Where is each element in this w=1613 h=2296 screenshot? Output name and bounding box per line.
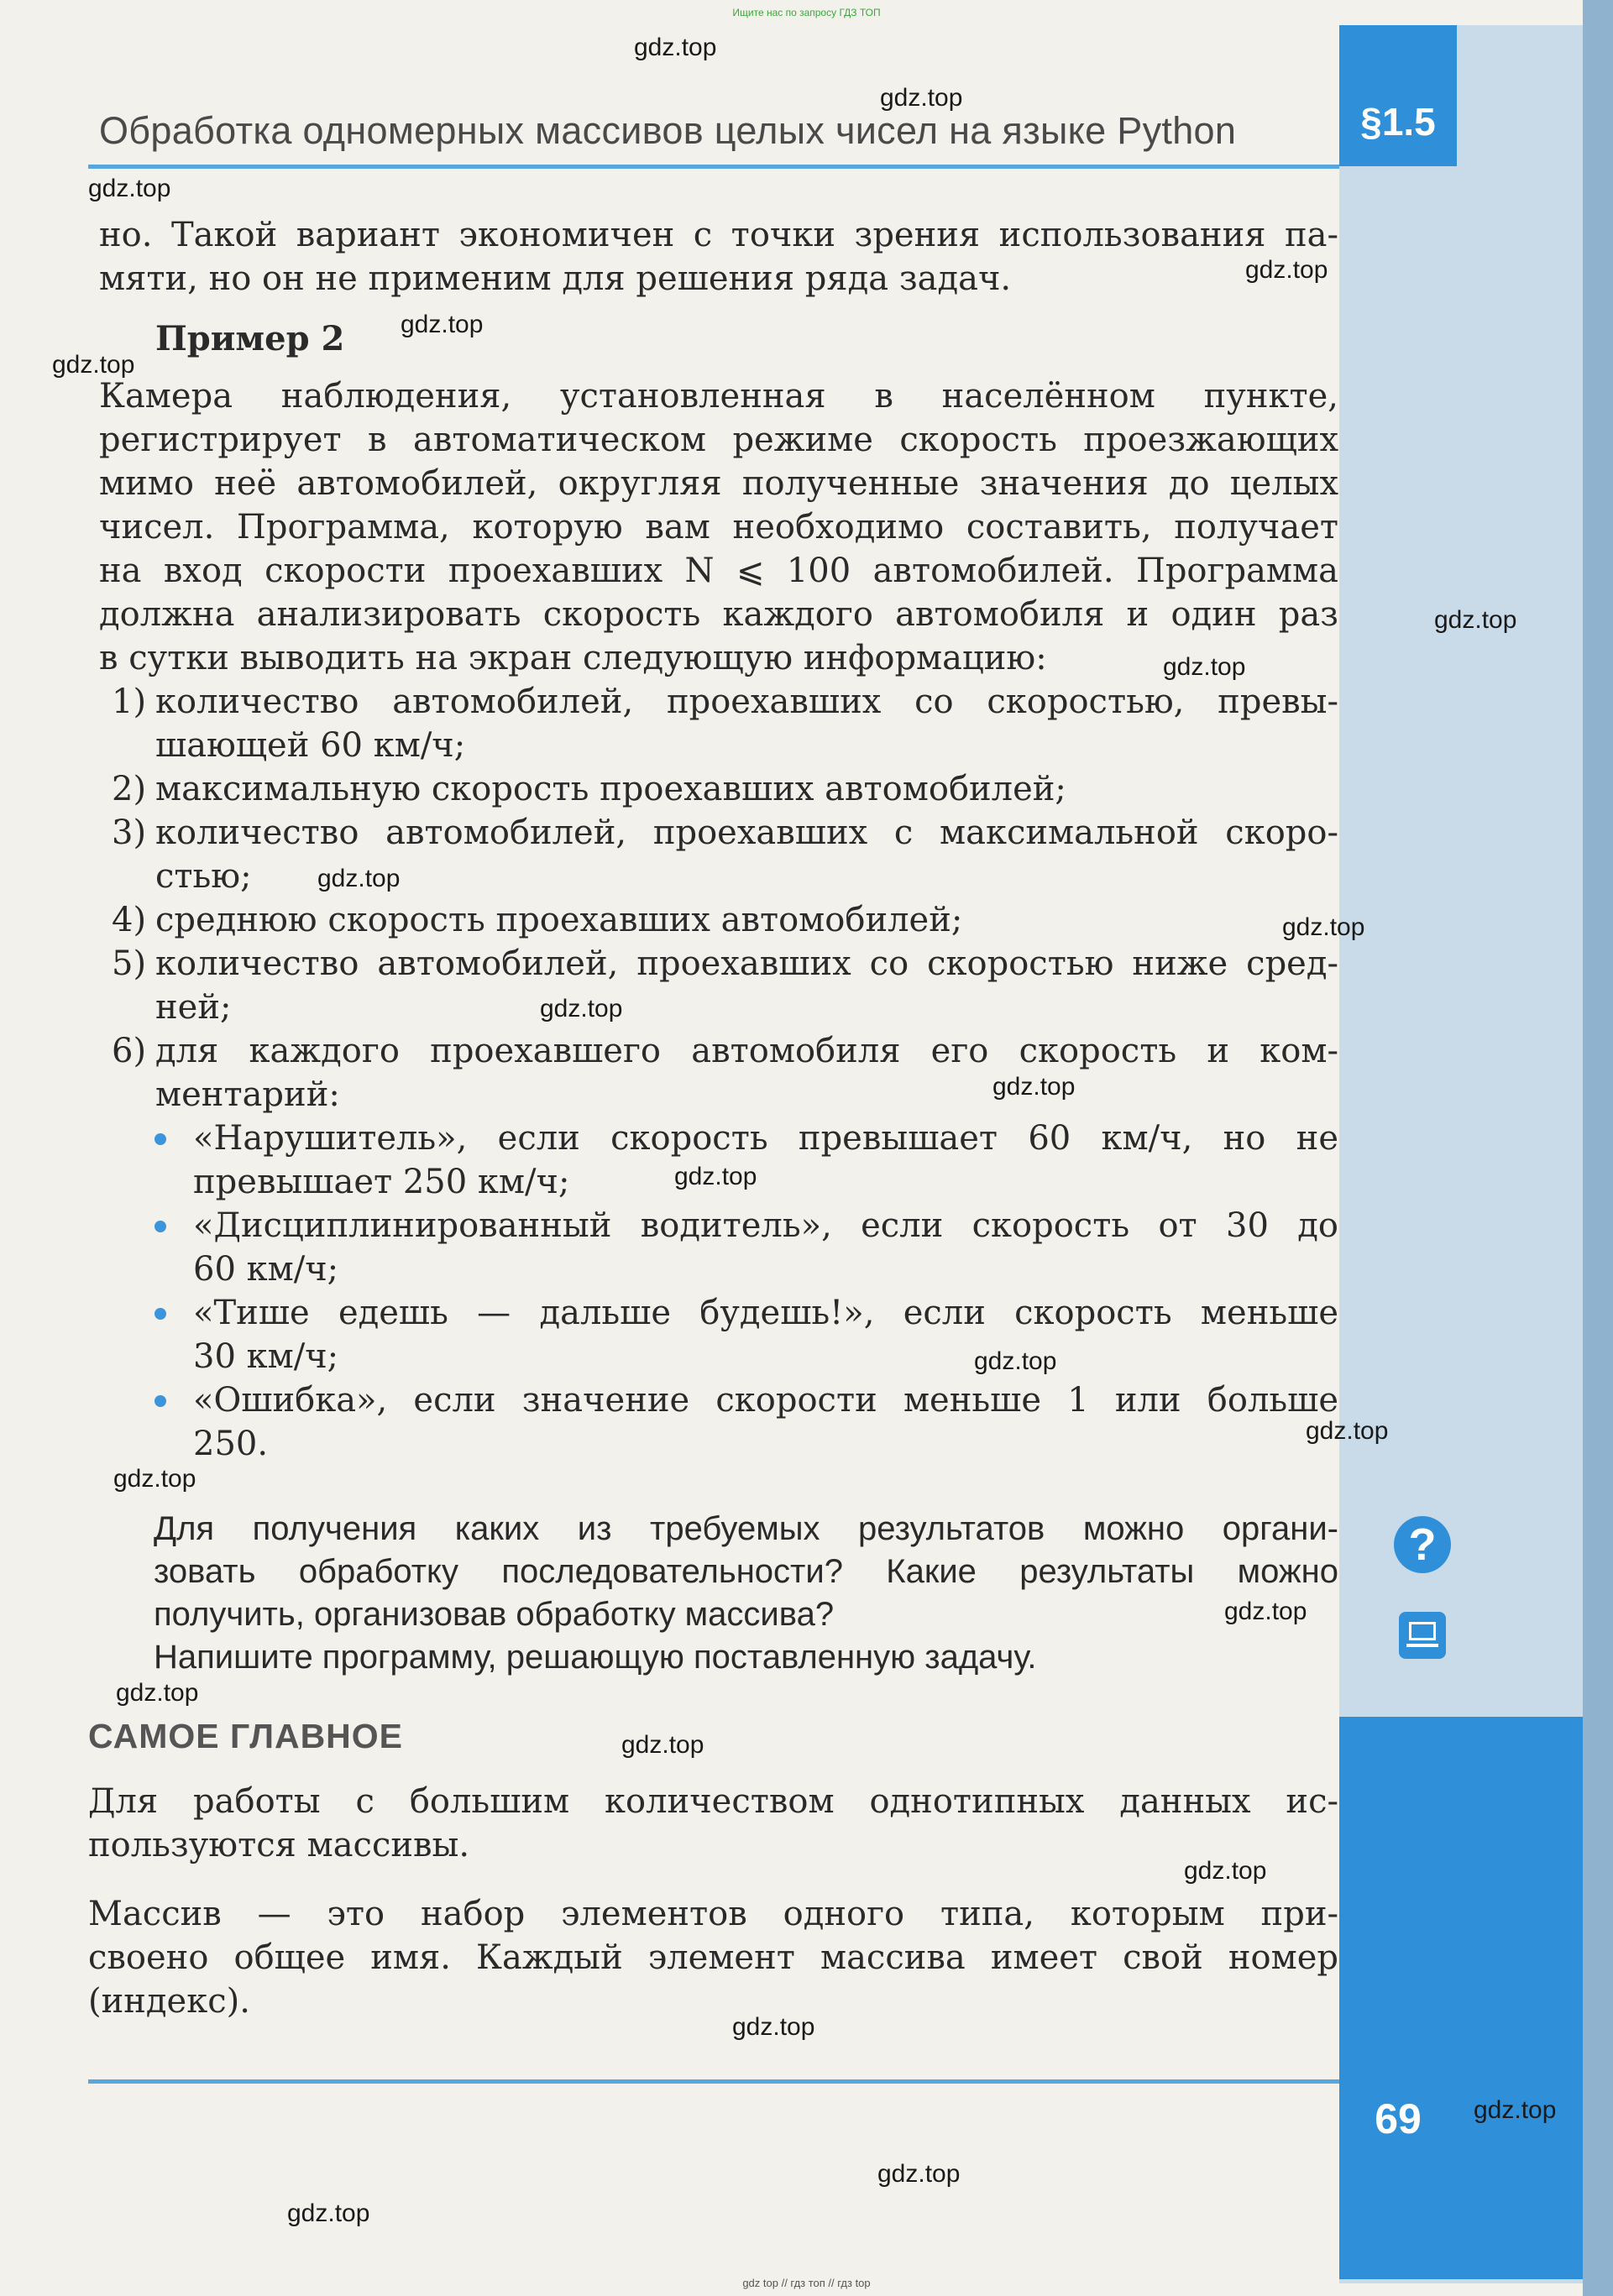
watermark: gdz.top xyxy=(1184,1857,1267,1885)
question-line: Напишите программу, решающую поставленную задачу. xyxy=(154,1639,1037,1676)
summary-paragraph xyxy=(88,1780,1338,1867)
question-block xyxy=(154,1508,1338,1679)
bottom-note: gdz top // гдз топ // гдз top xyxy=(742,2277,871,2289)
bullet-line: «Ошибка», если значение скорости меньше 1 или больше xyxy=(193,1381,1338,1420)
watermark: gdz.top xyxy=(732,2013,815,2041)
question-line: Для получения каких из требуемых результатов можно органи- xyxy=(154,1510,1338,1547)
summary-line: своено общее имя. Каждый элемент массива имеет свой номер xyxy=(88,1938,1338,1977)
summary-line: Для работы с большим количеством однотипных данных ис- xyxy=(88,1782,1338,1821)
summary-heading: САМОЕ ГЛАВНОЕ xyxy=(88,1717,404,1755)
example-line: мимо неё автомобилей, округляя полученные значения до целых xyxy=(99,464,1338,503)
example-line: чисел. Программа, которую вам необходимо составить, получает xyxy=(99,508,1338,547)
question-icon: ? xyxy=(1394,1516,1451,1573)
list-item-number: 4) xyxy=(112,901,147,939)
computer-icon xyxy=(1399,1612,1446,1659)
question-line: зовать обработку последовательности? Какие результаты можно xyxy=(154,1553,1338,1590)
page-edge xyxy=(1583,0,1613,2296)
watermark: gdz.top xyxy=(621,1731,704,1759)
list-item-number: 3) xyxy=(112,813,147,852)
bullet-icon xyxy=(154,1395,166,1407)
bullet-line: превышает 250 км/ч; xyxy=(193,1163,570,1201)
watermark: gdz.top xyxy=(974,1347,1057,1375)
summary-definition xyxy=(88,1892,1338,2023)
example-line: Камера наблюдения, установленная в населённом пункте, xyxy=(99,377,1338,416)
watermark: gdz.top xyxy=(317,865,401,892)
bullet-icon xyxy=(154,1308,166,1320)
watermark: gdz.top xyxy=(674,1163,757,1190)
summary-line: (индекс). xyxy=(88,1982,250,2021)
bullet-line: «Тише едешь — дальше будешь!», если скорость меньше xyxy=(193,1294,1338,1332)
watermark: gdz.top xyxy=(1282,913,1365,941)
summary-line: пользуются массивы. xyxy=(88,1826,470,1865)
watermark: gdz.top xyxy=(287,2199,370,2227)
example-line: должна анализировать скорость каждого автомобиля и один раз xyxy=(99,595,1338,634)
watermark: gdz.top xyxy=(113,1465,196,1493)
watermark: gdz.top xyxy=(1224,1598,1307,1625)
summary-line: Массив — это набор элементов одного типа, которым при- xyxy=(88,1895,1338,1933)
question-line: получить, организовав обработку массива? xyxy=(154,1596,835,1633)
margin-block xyxy=(1339,1717,1583,2279)
watermark: gdz.top xyxy=(540,995,623,1022)
section-badge xyxy=(1339,25,1457,166)
top-note: Ищите нас по запросу ГДЗ ТОП xyxy=(732,7,881,18)
watermark: gdz.top xyxy=(1163,653,1246,681)
bullet-icon xyxy=(154,1221,166,1232)
page-header-title: Обработка одномерных массивов целых чисел на языке Python xyxy=(99,109,1237,152)
bullet-icon xyxy=(154,1133,166,1145)
list-item-number: 5) xyxy=(112,944,147,983)
watermark: gdz.top xyxy=(634,34,717,61)
bullet-line: «Дисциплинированный водитель», если скорость от 30 до xyxy=(193,1206,1338,1245)
watermark: gdz.top xyxy=(116,1679,199,1707)
watermark: gdz.top xyxy=(877,2160,961,2188)
example-line: регистрирует в автоматическом режиме скорость проезжающих xyxy=(99,421,1338,459)
watermark: gdz.top xyxy=(1306,1417,1389,1445)
list-item-line: шающей 60 км/ч; xyxy=(155,726,466,765)
footer-divider xyxy=(88,2079,1339,2084)
watermark: gdz.top xyxy=(401,311,484,338)
bullet-line: 250. xyxy=(193,1425,269,1463)
list-item-number: 2) xyxy=(112,770,147,808)
watermark: gdz.top xyxy=(992,1073,1076,1101)
example-line: на вход скорости проехавших N ⩽ 100 автомобилей. Программа xyxy=(99,552,1338,590)
watermark: gdz.top xyxy=(1434,606,1517,634)
header-divider xyxy=(88,165,1339,169)
list-item-number: 1) xyxy=(112,683,147,721)
watermark: gdz.top xyxy=(1245,256,1328,284)
example-paragraph xyxy=(99,374,1338,680)
list-item-line: среднюю скорость проехавших автомобилей; xyxy=(155,901,963,939)
list-item-number: 6) xyxy=(112,1032,147,1070)
list-item-line: количество автомобилей, проехавших со скоростью, превы- xyxy=(155,683,1338,721)
bullet-line: «Нарушитель», если скорость превышает 60 км/ч, но не xyxy=(193,1119,1338,1158)
watermark: gdz.top xyxy=(88,175,171,202)
page-number: 69 xyxy=(1375,2095,1422,2142)
example-title: Пример 2 xyxy=(155,319,345,358)
list-item-line: стью; xyxy=(155,857,252,896)
intro-paragraph xyxy=(99,213,1338,301)
bullet-line: 30 км/ч; xyxy=(193,1337,339,1376)
watermark: gdz.top xyxy=(880,84,963,112)
list-item-line: ней; xyxy=(155,988,232,1027)
example-line: в сутки выводить на экран следующую информацию: xyxy=(99,639,1047,677)
list-item-line: количество автомобилей, проехавших со скоростью ниже сред- xyxy=(155,944,1338,983)
intro-line: но. Такой вариант экономичен с точки зрения использования па- xyxy=(99,216,1338,254)
list-item-line: максимальную скорость проехавших автомобилей; xyxy=(155,770,1066,808)
section-label: §1.5 xyxy=(1360,100,1436,144)
watermark: gdz.top xyxy=(52,351,135,379)
bullet-line: 60 км/ч; xyxy=(193,1250,339,1289)
list-item-line: количество автомобилей, проехавших с максимальной скоро- xyxy=(155,813,1338,852)
list-item-line: для каждого проехавшего автомобиля его скорость и ком- xyxy=(155,1032,1338,1070)
intro-line: мяти, но он не применим для решения ряда задач. xyxy=(99,259,1012,298)
list-item-line: ментарий: xyxy=(155,1075,340,1114)
watermark: gdz.top xyxy=(1474,2096,1557,2124)
